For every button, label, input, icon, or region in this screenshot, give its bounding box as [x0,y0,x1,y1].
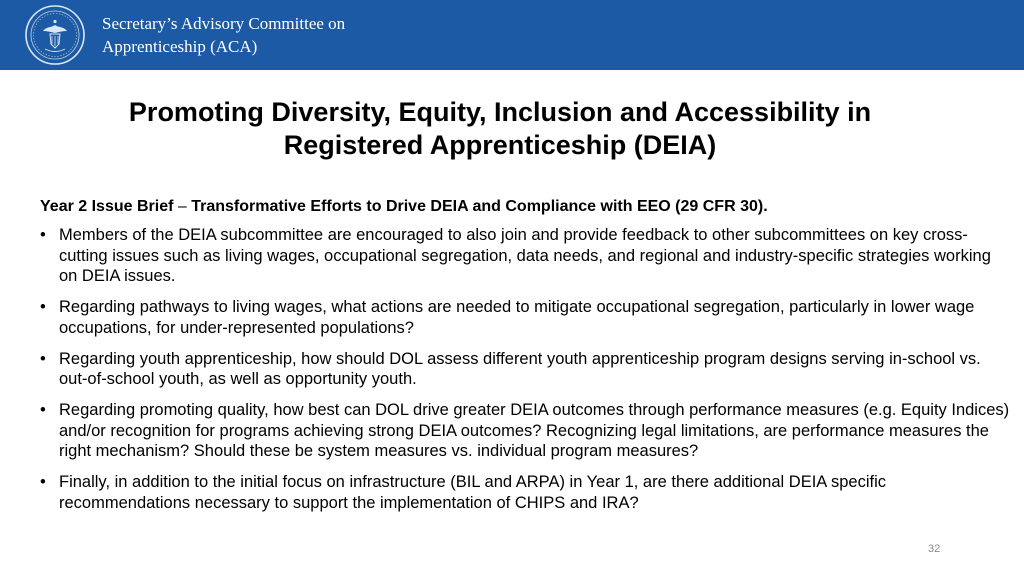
bullet-dot: • [40,349,46,368]
bullet-text: Regarding promoting quality, how best can DOL drive greater DEIA outcomes through performance measures (e.g. Equity Indices) and/or recognition for programs achieving strong DEIA outcomes? Recognizing legal limitations, are performance measures the right mechanism? Should these be system measures vs. individual program measures? [59,401,1010,460]
committee-name [102,12,345,58]
bullet-text: Members of the DEIA subcommittee are encouraged to also join and provide feedback to other subcommittees on key cross-cutting issues such as living wages, occupational segregation, data needs, and regional and industry-specific strategies working on DEIA issues. [59,226,991,285]
slide-content [40,197,1010,524]
bullet-text: Regarding pathways to living wages, what actions are needed to mitigate occupational segregation, particularly in lower wage occupations, for under-represented populations? [59,298,975,337]
issue-brief-heading [40,197,1010,217]
issue-brief-text: Transformative Efforts to Drive DEIA and Compliance with EEO (29 CFR 30). [191,198,768,215]
bullet-dot: • [40,298,46,316]
committee-name-line1: Secretary’s Advisory Committee on [102,14,346,33]
department-seal-icon [25,5,85,65]
slide-title [0,96,1000,162]
bullet-dot: • [40,473,46,491]
page-number: 32 [928,543,941,555]
issue-brief-label: Year 2 Issue Brief [40,198,174,215]
bullet-item [40,400,1010,462]
bullet-item [40,349,1010,390]
bullet-dot: • [40,226,46,244]
bullet-item [40,472,1010,513]
bullet-text: Finally, in addition to the initial focus on infrastructure (BIL and ARPA) in Year 1, are there additional DEIA specific recommendations necessary to support the implementation of CHIPS and IRA? [59,473,886,512]
bullet-item [40,297,1010,338]
bullet-list [40,225,1010,513]
committee-name-line2: Apprenticeship (ACA) [102,37,258,56]
header-bar [0,0,1024,70]
slide-title-line1: Promoting Diversity, Equity, Inclusion and Accessibility in [128,97,872,127]
slide-title-line2: Registered Apprenticeship (DEIA) [283,130,717,160]
bullet-item [40,225,1010,287]
bullet-dot: • [40,401,46,419]
issue-brief-dash: – [177,198,187,215]
bullet-text: Regarding youth apprenticeship, how should DOL assess different youth apprenticeship program designs serving in-school vs. out-of-school youth, as well as opportunity youth. [59,349,981,388]
